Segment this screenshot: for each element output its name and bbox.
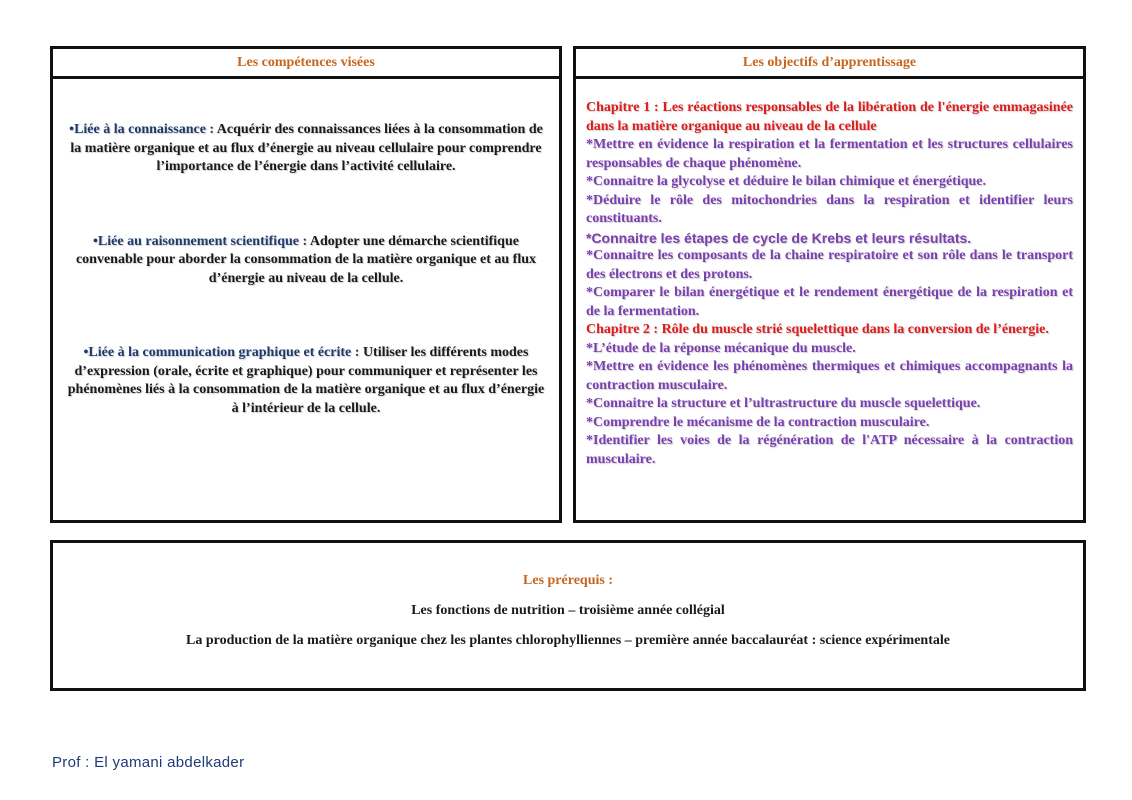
competence-lead: •Liée au raisonnement scientifique : (93, 233, 308, 249)
competences-body (53, 79, 559, 418)
prerequisites-panel (50, 540, 1086, 691)
objective-item: *Connaitre les étapes de cycle de Krebs et leurs résultats. (586, 229, 972, 246)
objective-item: *Connaitre la structure et l’ultrastructure du muscle squelettique. (586, 396, 981, 411)
competence-text: Acquérir des connaissances liées à la consommation de la matière organique et au flux d’énergie au niveau cellulaire pour comprendre l’importance de l’énergie dans l’activité cellulaire. (70, 122, 543, 174)
competence-text: Adopter une démarche scientifique convenable pour aborder la consommation de la matière organique et au flux d’énergie au niveau de la cellule. (75, 233, 537, 286)
objectives-title: Les objectifs d’apprentissage (576, 49, 1083, 79)
competence-reasoning (67, 233, 545, 289)
chapter-heading: Chapitre 2 : Rôle du muscle strié squelettique dans la conversion de l’énergie. (586, 322, 1049, 337)
competence-lead: •Liée à la communication graphique et écrite : (83, 345, 360, 360)
author-credit: Prof : El yamani abdelkader (52, 754, 245, 771)
objective-item: *Mettre en évidence la respiration et la fermentation et les structures cellulaires responsables de chaque phénomène. (586, 137, 1073, 171)
objectives-panel (573, 46, 1086, 523)
competences-panel (50, 46, 562, 523)
competence-lead: •Liée à la connaissance : (69, 122, 215, 137)
objective-item: *Connaitre les composants de la chaine respiratoire et son rôle dans le transport des électrons et des protons. (586, 248, 1073, 282)
competences-title: Les compétences visées (53, 49, 559, 79)
competence-text: Utiliser les différents modes d’expression (orale, écrite et graphique) pour communiquer et représenter les phénomènes liés à la consommation de la matière organique et au flux d’énergie à l’intérieur de la cellule. (67, 345, 545, 416)
objective-item: *Mettre en évidence les phénomènes thermiques et chimiques accompagnants la contraction musculaire. (586, 359, 1073, 393)
objective-item: *Déduire le rôle des mitochondries dans la respiration et identifier leurs constituants. (586, 192, 1073, 226)
chapter-heading: Chapitre 1 : Les réactions responsables de la libération de l'énergie emmagasinée dans la matière organique au niveau de la cellule (586, 100, 1073, 134)
objective-item: *Comprendre le mécanisme de la contraction musculaire. (586, 414, 930, 430)
prerequisite-line: Les fonctions de nutrition – troisième année collégial (411, 603, 725, 618)
prerequisites-title: Les prérequis : (523, 573, 613, 588)
competence-communication (67, 344, 545, 418)
objective-item: *Identifier les voies de la régénération de l'ATP nécessaire à la contraction musculaire. (586, 433, 1073, 467)
prerequisites-body (53, 543, 1083, 649)
prerequisite-line: La production de la matière organique chez les plantes chlorophylliennes – première année baccalauréat : science expérimentale (186, 633, 950, 648)
objectives-body (576, 79, 1083, 469)
objective-item: *Connaitre la glycolyse et déduire le bilan chimique et énergétique. (586, 174, 987, 189)
objective-item: *Comparer le bilan énergétique et le rendement énergétique de la respiration et de la fermentation. (586, 285, 1073, 319)
competence-knowledge (67, 121, 545, 177)
objective-item: *L’étude de la réponse mécanique du muscle. (586, 340, 856, 356)
